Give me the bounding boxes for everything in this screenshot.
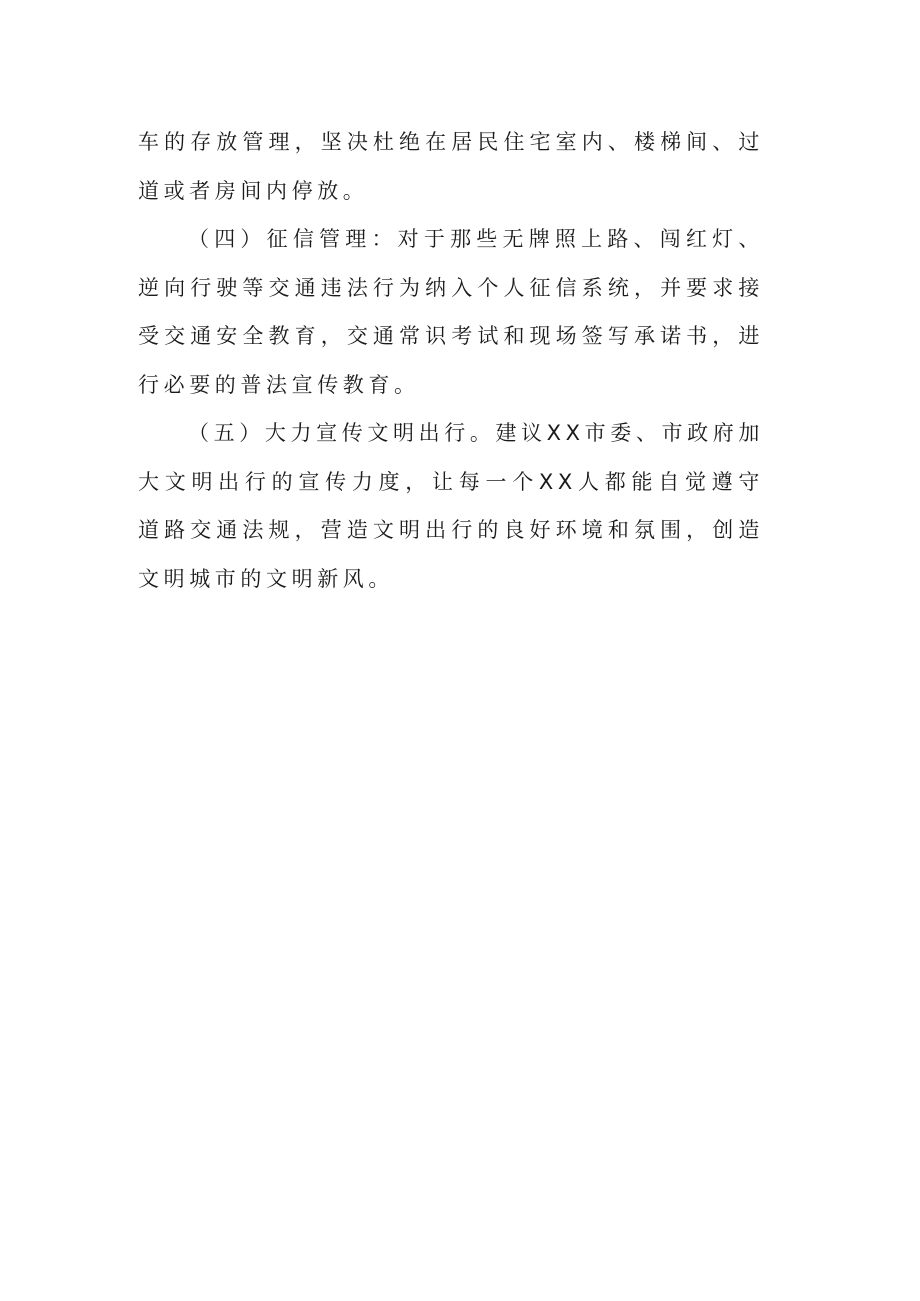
paragraph-credit-management: （四）征信管理：对于那些无牌照上路、闯红灯、逆向行驶等交通违法行为纳入个人征信系统，并要求接受交通安全教育，交通常识考试和现场签写承诺书，进行必要的普法宣传教育。 bbox=[138, 227, 764, 397]
document-body bbox=[138, 118, 764, 603]
paragraph-storage-management: 车的存放管理，坚决杜绝在居民住宅室内、楼梯间、过道或者房间内停放。 bbox=[138, 130, 764, 203]
paragraph-civilized-travel: （五）大力宣传文明出行。建议XX市委、市政府加大文明出行的宣传力度，让每一个XX人都能自觉遵守道路交通法规，营造文明出行的良好环境和氛围，创造文明城市的文明新风。 bbox=[138, 421, 764, 591]
